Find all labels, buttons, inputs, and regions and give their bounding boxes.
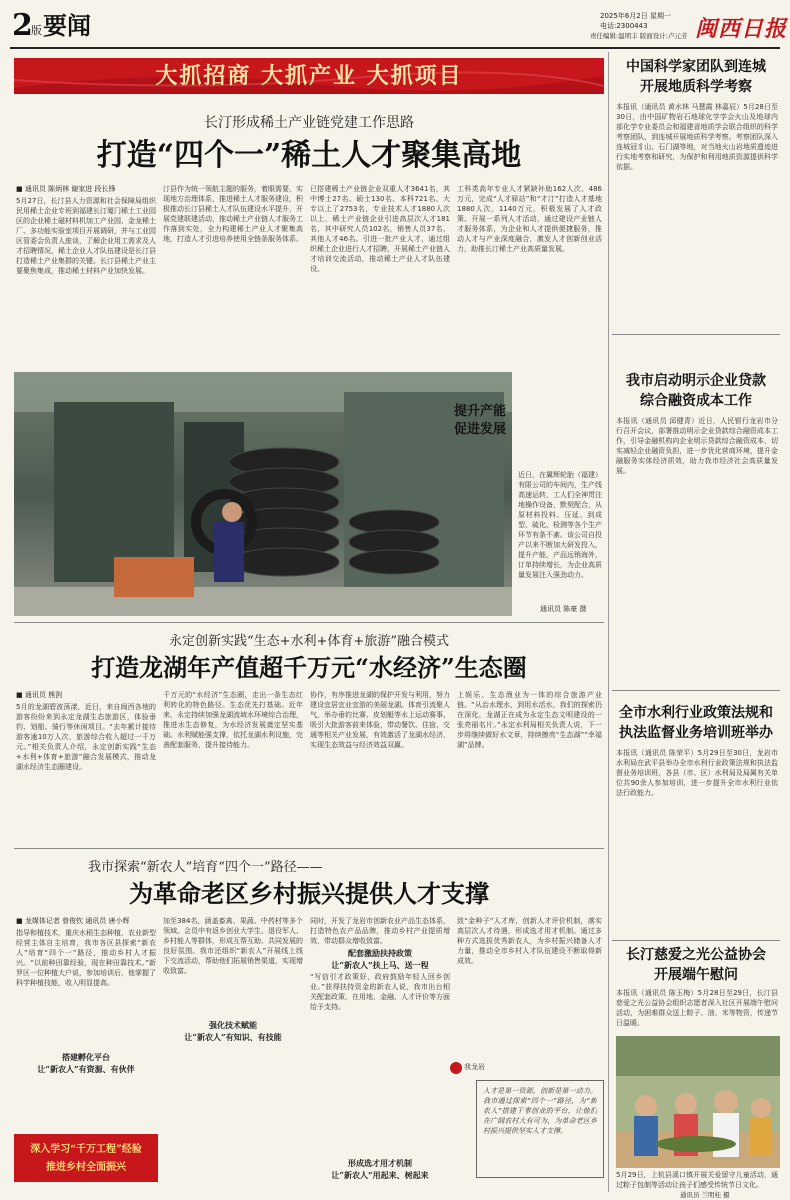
date-line: 2025年6月2日 星期一 — [600, 12, 671, 20]
art1-col2: 汀县作为统一领航主题的服务，着眼需要，实现地方治理体系，推进稀土人才服务建设，积极推动长汀县稀土人才队伍建设水平提升，开展党建联建活动，推动稀土产业链人才服务工作落到实处，全力构建稀土产业人才聚集高地，打造人才引进培养使用全链条服务体系。 — [163, 185, 303, 243]
side4-photo-caption: 5月29日，上杭县溪口镇开展关爱留守儿童活动，通过粽子包制等活动让孩子们感受传统节日文化。 — [616, 1171, 778, 1189]
art3-byline: ■ 龙媒体记者 曾俊钦 通讯员 唐小辉 — [16, 917, 130, 925]
art2-col4: 上娱乐、生态渔业为一体的综合旅游产业链。“从治水理水，到用水活水，我们的探索仍在深化，龙湖正在成为永定生态文明建设的一张亮丽名片。”永定水利局相关负责人说，下一步将继续做好水文章，持续擦亮“生态湖”“幸福湖”品牌。 — [457, 691, 602, 749]
editors-line: 责任编辑:温明丰 版面设计:卢元芳 — [590, 32, 688, 40]
art1-col4: 工科类高年专业人才紧缺补助162人次、486万元，完成“人才驿站”和“才汀”打造人才基地1880人次，1140万元，积极发展了人才政策。开展一系列人才活动，通过建设产业链人才服务体系，为企业和人才提供便捷服务，推动人才与产业深度融合，激发人才创新创业活力，助推长汀稀土产业高质量发展。 — [457, 185, 602, 253]
photo-caption-title-2: 促进发展 — [454, 422, 507, 437]
photo1-caption-text: 近日，在翼辉轮胎（福建）有限公司的车间内，生产线高速运转，工人们全神贯注地操作设备，默契配合，从原材料投料、压延、到成型、硫化、检测等各个生产环节有条不紊。该公司自投产以来不断加大研发投入，提升产能，产品远销海外，订单持续增长，为企业高质量发展注入强劲动力。 — [518, 471, 602, 579]
header-rule — [10, 47, 780, 49]
side1-title-line2: 开展地质科学考察 — [640, 79, 752, 95]
side4-body: 本报讯（通讯员 陈玉梅）5月28日至29日，长汀县慈爱之光公益协会组织志愿者深入社区开展端午慰问活动，为困难群众送上粽子、油、米等物资，传递节日温暖。 — [616, 989, 778, 1027]
art3-col2-subhead: 强化技术赋能 — [209, 1020, 257, 1030]
side-divider-3 — [612, 940, 780, 941]
photo-caption-title-1: 提升产能 — [454, 404, 507, 419]
phone-line: 电话:2300443 — [600, 22, 648, 30]
photo1-credit: 通讯员 陈豪 摄 — [540, 605, 587, 613]
factory-photo-image — [14, 372, 512, 616]
page-header — [0, 0, 790, 48]
divider-2 — [14, 848, 604, 849]
slogan-banner — [14, 58, 604, 94]
sidebar-divider — [608, 52, 609, 1192]
art3-col4: 致“金种子”人才库，创新人才评价机制，落实高层次人才待遇，形成选才用才机制。通过多种方式选拔优秀新农人，为乡村振兴储备人才力量，推动全市乡村人才队伍建设不断取得新成效。 — [457, 917, 602, 965]
side2-title-line1: 我市启动明示企业贷款 — [626, 373, 766, 389]
watermark-logo — [450, 1060, 490, 1078]
side4-title-line2: 开展端午慰问 — [654, 967, 738, 983]
art3-col3: 同时，开发了龙岩市创新农业产品生态体系，打造特色农产品品牌，推动乡村产业提质增效，带动群众增收致富。 — [310, 917, 450, 945]
side4-photo — [616, 1036, 780, 1168]
art1-kicker: 长汀形成稀土产业链党建工作思路 — [204, 115, 414, 131]
divider-1 — [14, 622, 604, 623]
masthead-logo: 闽西日报 — [695, 16, 788, 42]
side3-title-line1: 全市水利行业政策法规和 — [619, 705, 773, 721]
page-number: 2 — [12, 8, 33, 43]
art1-byline: ■ 通讯员 陈炳林 谢家进 段长锋 — [16, 185, 116, 193]
art3-col2: 加至384名，涵盖畜禽、果蔬、中药材等多个领域。会员中有返乡创业大学生、退役军人、乡村能人等群体，形成互帮互助、共同发展的良好氛围。我市还组织“新农人”开展线上线下交流活动，帮助他们拓展销售渠道，实现增收致富。 — [163, 917, 303, 975]
art3-col1: 指导和植技术，重庆水稻生态种植，农业新型经营主体自主培育，我市各区县探索“新农人”培育“四个一”路径，推动乡村人才振兴。“以前种田靠经验，现在种田靠技术。”新罗区一位种植大户说，参加培训后，他掌握了科学种植技能，收入明显提高。 — [16, 929, 156, 987]
art3-col1-subhead2: 让“新农人”有资源、有伙伴 — [37, 1064, 135, 1074]
side3-body: 本报讯（通讯员 陈荣平）5月29日至30日，龙岩市水利局在武平县举办全市水利行业政策法规和执法监督业务培训班，各县（市、区）水利局及局属有关单位共90余人参加培训，进一步提升全市水利行业依法行政能力。 — [616, 749, 778, 797]
art3-kicker: 我市探索“新农人”培育“四个一”路径—— — [88, 860, 323, 875]
promo-line-1: 深入学习“千万工程”经验 — [30, 1144, 142, 1155]
art1-col1: 5月27日，长汀县人力资源和社会保障局组织民用稀土企业专班到福建长汀厦门稀土工业园区的企业稀土磁材料机加工产业园、金龙稀土厂、多功能实验室项目开展调研，并与工业园区管委会负责人座谈，了解企业用工需求及人才招聘情况，稀土企业人才队伍建设是长汀县打造稀土产业集群的关键。长汀县稀土产业主要聚焦集成，推动稀土材料产业加快发展。 — [16, 197, 156, 275]
watermark-text: 我龙岩 — [464, 1063, 485, 1071]
art2-byline: ■ 通讯员 熊剀 — [16, 691, 63, 699]
art1-col3: 已搭建稀土产业链企业双重人才3641名，其中博士27名、硕士130名、本科721名、大专以上了2753名，专业技术人才1880人次以上，稀土产业链企业引进高层次人才181名，其中研究人员102名，销售人员37名，其他人才46名。引进一批产业人才，通过组织稀土企业进行人才招聘，开展稀土产业链人才培训交流活动，推动稀土产业人才队伍建设。 — [310, 185, 450, 273]
side4-title-line1: 长汀慈爱之光公益协会 — [626, 947, 766, 963]
side1-title-line1: 中国科学家团队到连城 — [626, 59, 766, 75]
side1-body: 本报讯（通讯员 黄水林 马慧霞 林嘉辰）5月28日至30日，由中国矿物岩石地球化学学会火山及地球内部化学专业委员会和福建省地质学会联合组织的科学考察团队，到连城开展地质科学考察。考察团队深入连城冠豸山、石门湖等地，对当地火山岩地质遗迹进行实地考察和研究，为保护和利用地质资源提供科学依据。 — [616, 103, 778, 171]
side2-body: 本报讯（通讯员 邱健青）近日，人民银行龙岩市分行召开会议，部署推动明示企业贷款综合融资成本工作，引导金融机构向企业明示贷款综合融资成本，切实减轻企业融资负担，进一步优化营商环境，提升金融服务实体经济质效，助力我市经济社会高质量发展。 — [616, 417, 778, 475]
art3-col1-subhead: 搭建孵化平台 — [62, 1052, 110, 1062]
banner-slogan: 大抓招商 大抓产业 大抓项目 — [155, 63, 463, 89]
side4-photo-image — [616, 1036, 780, 1168]
section-title: 要闻 — [43, 11, 91, 40]
art2-headline: 打造龙湖年产值超千万元“水经济”生态圈 — [91, 653, 527, 682]
art2-col1: 5月的龙湖碧波荡漾，近日，来自闽西各地的游客纷纷来到永定龙湖生态旅游区，体验垂钓、划船、骑行等休闲项目。“去年累计接待游客逾10万人次，旅游综合收入超过一千万元。”相关负责人介绍，永定创新实践“生态+水利+体育+旅游”融合发展模式，推动龙湖水经济生态圈建设。 — [16, 703, 156, 771]
art3-col3b: “写信引才政策好，政府鼓励年轻人回乡创业。”获得扶持资金的新农人说，我市出台相关配套政策，在用地、金融、人才评价等方面给予支持。 — [310, 973, 450, 1011]
art3-col3-subhead4: 让“新农人”用起来、树起来 — [331, 1170, 429, 1180]
promo-block — [14, 1134, 158, 1182]
art2-kicker: 永定创新实践“生态+水利+体育+旅游”融合模式 — [169, 634, 449, 649]
art3-col3-subhead: 配套激励扶持政策 — [348, 948, 412, 958]
art3-headline: 为革命老区乡村振兴提供人才支撑 — [129, 879, 489, 908]
art1-headline: 打造“四个一”稀土人才聚集高地 — [96, 138, 522, 173]
side-divider-2 — [612, 690, 780, 691]
art3-note-box — [476, 1080, 604, 1178]
page-word: 版 — [31, 24, 42, 37]
art3-col3-subhead3: 形成选才用才机制 — [348, 1158, 412, 1168]
art2-col3: 协作，有序推进龙湖的保护开发与利用，努力建设宜居宜业宜游的美丽龙湖。体育引流聚人气，举办垂钓比赛、皮划艇等水上运动赛事，吸引大批游客前来体验，带动餐饮、住宿、交通等相关产业发展，有效激活了龙湖水经济，实现生态效益与经济效益双赢。 — [310, 691, 450, 749]
side4-photo-credit: 通讯员 兰明桂 摄 — [680, 1191, 730, 1199]
side2-title-line2: 综合融资成本工作 — [640, 393, 752, 409]
art3-col2-subhead2: 让“新农人”有知识、有技能 — [184, 1032, 282, 1042]
art3-col3-subhead2: 让“新农人”扶上马、送一程 — [331, 960, 429, 970]
watermark-icon — [450, 1062, 462, 1074]
art3-note-text: 人才是第一资源，创新是第一动力。我市通过探索“四个一”路径，为“新农人”搭建干事创业的平台，让他们在广阔农村大有可为，为革命老区乡村振兴提供坚实人才支撑。 — [483, 1087, 597, 1135]
side-divider-1 — [612, 334, 780, 335]
factory-photo — [14, 372, 512, 616]
side3-title-line2: 执法监督业务培训班举办 — [619, 725, 773, 741]
art2-col2: 千万元的“水经济”生态圈，走出一条生态红利转化的特色路径。生态优先打基础。近年来，永定持续加强龙湖流域水环境综合治理，推进水生态修复，为水经济发展奠定坚实基础。水利赋能强支撑，依托龙湖水利设施，完善配套服务，提升接待能力。 — [163, 691, 303, 749]
promo-line-2: 推进乡村全面振兴 — [46, 1162, 126, 1173]
